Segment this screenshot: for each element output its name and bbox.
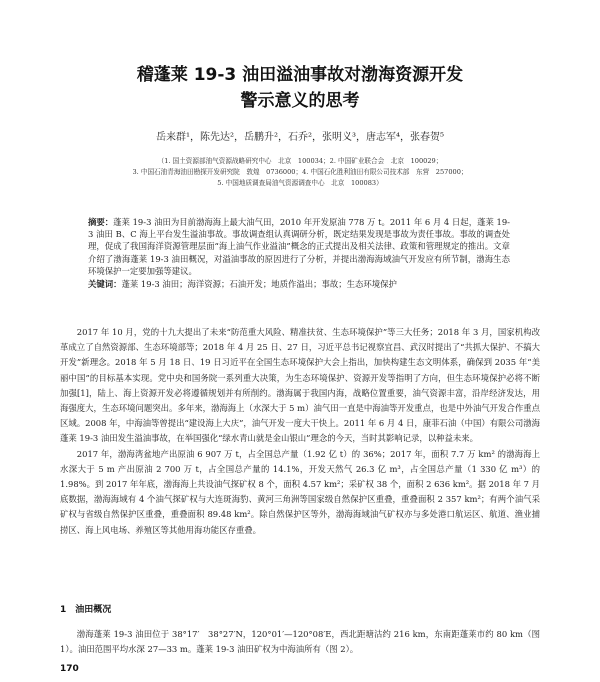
keywords-text: 蓬莱 19-3 油田；海洋资源；石油开发；地质作溢出；事故；生态环境保护 bbox=[121, 279, 397, 290]
section-paragraph-text: 渤海蓬莱 19-3 油田位于 38°17′ 38°27′N，120°01′—120°08′E，西北距塘沽约 216 km，东南距蓬莱市约 80 km（图 1）。油田范围平均水深 27—33 m。蓬莱 19-3 油田矿权为中海油所有（图 2）。 bbox=[60, 629, 540, 655]
section-heading: 1 油田概况 bbox=[60, 605, 112, 615]
author-list: 岳来群¹，陈先达²，岳鹏升²，石乔²，张明义³，唐志军⁴，张春贺⁵ bbox=[155, 132, 445, 143]
keywords-label: 关键词： bbox=[88, 279, 122, 290]
body-text bbox=[60, 325, 540, 538]
abstract-block bbox=[88, 216, 510, 290]
keywords bbox=[88, 278, 510, 290]
affiliations bbox=[40, 156, 560, 189]
affiliation-line: 5. 中国地质调查局油气资源调查中心 北京 100083） bbox=[217, 179, 383, 187]
abstract-text: 蓬莱 19-3 油田为目前渤海海上最大油气田，2010 年开发原油 778 万 t。2011 年 6 月 4 日起，蓬莱 19-3 油田 B、C 海上平台发生溢油事故。事故调查组认真调研分析，既定结果发现是事故为责任事故。事故的调查处理，促成了我国海洋资源管理层面“海上油气作业溢油”概念的正式提出及相关法律、政策和管理规定的推出。文章介绍了渤海蓬莱 19-3 油田概况，对溢油事故的原因进行了分析，并提出渤海海域油气开发应有所节制，渤海生态环境保护一定要加强等建议。 bbox=[88, 217, 510, 276]
affiliation-line: （1. 国土资源部油气资源战略研究中心 北京 100034；2. 中国矿业联合会 北京 100029； bbox=[157, 157, 443, 165]
abstract-label: 摘要： bbox=[88, 217, 114, 227]
title-line-1: 稽蓬莱 19-3 油田溢油事故对渤海资源开发 bbox=[136, 65, 464, 85]
paper-title bbox=[40, 62, 560, 114]
abstract bbox=[88, 216, 510, 277]
title-line-2: 警示意义的思考 bbox=[240, 91, 360, 111]
page-number: 170 bbox=[60, 664, 79, 674]
body-paragraph: 2017 年 10 月，党的十九大提出了未来“防范重大风险、精准扶贫、生态环境保护”等三大任务；2018 年 3 月，国家机构改革成立了自然资源部、生态环境部等；2018 年 4 月 25 日、27 日，习近平总书记视察宜昌、武汉时提出了“共抓大保护、不搞大开发”新理念。2018 年 5 月 18 日、19 日习近平在全国生态环境保护大会上指出，加快构建生态文明体系，确保到 2035 年“美丽中国”的目标基本实现。党中央和国务院一系列重大决策，为生态环境保护、资源开发等指明了方向，但生态环境保护必将不断加强[1]，陆上、海上资源开发必将遵循规划并有所削约。渤海属于我国内海，战略位置重要，油气资源丰富，沿岸经济发达，用海强度大，生态环境问题突出。多年来，渤海海上（水深大于 5 m）油气田一直是中海油等开发重点，也是中外油气开发合作重点区域。2008 年，中海油等曾提出“建设海上大庆”，油气开发一度大干快上。2011 年 6 月 4 日，康菲石油（中国）有限公司渤海蓬莱 19-3 油田发生溢油事故，在举国强化“绿水青山就是金山银山”理念的今天，当时其影响记录，以种益未来。 bbox=[60, 327, 540, 444]
section-paragraph bbox=[60, 627, 540, 657]
affiliation-line: 3. 中国石油青海油田勘探开发研究院 敦煌 0736000；4. 中国石化胜利油田有限公司技术部 东营 257000； bbox=[132, 168, 468, 176]
body-paragraph: 2017 年，渤海湾盆地产出原油 6 907 万 t，占全国总产量（1.92 亿 t）的 36%；2017 年，面积 7.7 万 km² 的渤海海上水深大于 5 m 产出原油 2 700 万 t，占全国总产量的 14.1%，开发天然气 26.3 亿 m³，占全国总产量（1 330 亿 m³）的 1.98%。到 2017 年年底，渤海海上共设油气探矿权 8 个，面积 4.57 km²；采矿权 38 个，面积 2 636 km²。据 2018 年 7 月底数据，渤海海域有 4 个油气探矿权与大连斑海豹、黄河三角洲等国家级自然保护区重叠，重叠面积 2 357 km²；有两个油气采矿权与省级自然保护区重叠，重叠面积 89.48 km²。除自然保护区等外，渤海海域油气矿权亦与多处港口航运区、航道、渔业捕捞区、海上风电场、养殖区等其他用海功能区存重叠。 bbox=[60, 448, 540, 535]
